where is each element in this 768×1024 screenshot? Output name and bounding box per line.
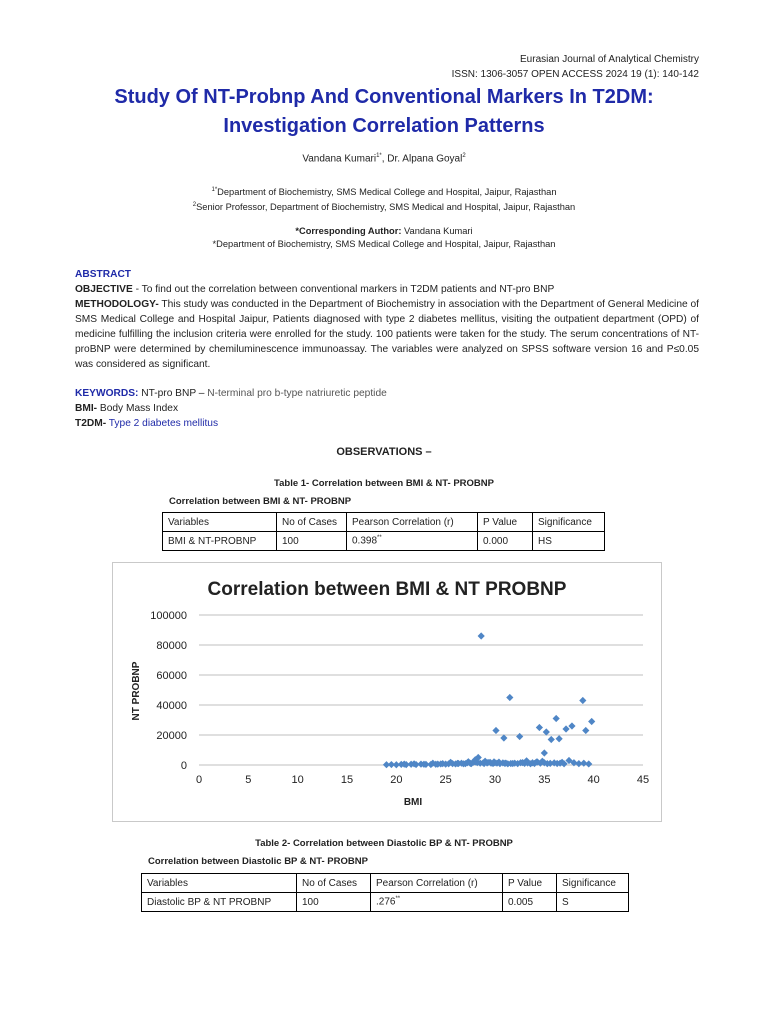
keyword-2 [75,401,699,416]
methodology-text: This study was conducted in the Department of Biochemistry in association with the Department of General Medicine of SMS Medical College and Hospital Jaipur, Patients diagnosed with type 2 diabetes mellitus, visiting the outpatient department (OPD) of medicine fulfilling the inclusion criteria were enrolled for the study. 100 patients were taken for the study. The serum concentrations of NT-proBNP were determined by chemiluminescence immunoassay. The variables were analyzed on SPSS software version 16 and P≤0.05 was considered as significant. [75,299,699,370]
corresponding-dept: *Department of Biochemistry, SMS Medical College and Hospital, Jaipur, Rajasthan [212,239,556,249]
x-tick-label: 10 [291,774,304,786]
y-tick-label: 60000 [156,670,187,682]
table-row [142,893,629,912]
table-cell: BMI & NT-PROBNP [163,532,277,551]
keyword-2-term: BMI- [75,403,98,414]
table-cell: 100 [277,532,347,551]
abstract-heading: ABSTRACT [75,269,132,280]
scatter-chart [112,562,662,822]
author-2-sup: 2 [462,153,466,159]
x-tick-label: 15 [340,774,354,786]
y-tick-label: 100000 [150,610,187,622]
data-point [556,735,563,742]
keyword-1 [75,386,699,401]
table-1-header: Significance [533,513,605,532]
x-tick-label: 25 [439,774,452,786]
table-2-subcaption: Correlation between Diastolic BP & NT- PROBNP [148,856,368,867]
pearson-sup: ** [377,535,382,542]
data-point [536,724,543,731]
x-tick-label: 45 [636,774,650,786]
objective-label: OBJECTIVE [75,284,133,295]
data-point [541,749,548,756]
table-2-caption: Table 2- Correlation between Diastolic BP & NT- PROBNP [255,838,513,849]
table-2-header-row [142,874,629,893]
table-row [163,532,605,551]
keywords [75,386,699,431]
chart-grid [199,615,643,765]
keyword-3 [75,416,699,431]
table-2-header: Variables [142,874,297,893]
affiliation-2 [0,199,768,214]
data-point [478,632,485,639]
data-point [548,736,555,743]
table-cell [371,893,503,912]
affiliation-1-sup: 1* [211,187,218,193]
table-1 [162,512,605,551]
journal-header [452,52,699,82]
table-cell: S [557,893,629,912]
table-1-header-row [163,513,605,532]
data-point [579,697,586,704]
data-point [553,715,560,722]
affiliation-1-text: Department of Biochemistry, SMS Medical College and Hospital, Jaipur, Rajasthan [217,187,557,198]
table-cell [347,532,478,551]
x-tick-label: 0 [195,774,203,786]
table-1-header: P Value [478,513,533,532]
y-tick-label: 40000 [156,700,187,712]
table-1-subcaption: Correlation between BMI & NT- PROBNP [169,496,352,507]
keyword-2-def: Body Mass Index [97,403,179,414]
title-line-1: Study Of NT-Probnp And Conventional Markers In T2DM: [114,86,654,108]
data-point [516,733,523,740]
pearson-sup: ** [395,896,401,903]
x-tick-label: 5 [245,774,252,786]
chart-title: Correlation between BMI & NT PROBNP [207,579,567,600]
keywords-label: KEYWORDS: [75,388,139,399]
y-tick-label: 80000 [156,640,187,652]
keyword-3-def: Type 2 diabetes mellitus [106,418,219,429]
keyword-1-def: N-terminal pro b-type natriuretic peptide [207,388,387,399]
data-point [588,718,595,725]
data-point [568,722,575,729]
table-1-header: Variables [163,513,277,532]
author-1-sup: 1* [376,153,382,159]
y-axis-ticks [150,610,187,772]
keyword-1-term: NT-pro BNP – [138,388,208,399]
corresponding-line [0,225,768,238]
objective [75,282,699,297]
pearson-value: .276 [376,896,396,908]
data-points [383,632,595,768]
x-tick-label: 30 [488,774,502,786]
y-tick-label: 20000 [156,730,187,742]
table-cell: Diastolic BP & NT PROBNP [142,893,297,912]
data-point [582,727,589,734]
affiliations [0,184,768,214]
authors [0,153,768,164]
table-2-header: Pearson Correlation (r) [371,874,503,893]
table-2-header: No of Cases [297,874,371,893]
data-point [492,727,499,734]
table-cell: HS [533,532,605,551]
y-axis-label: NT PROBNP [131,661,142,721]
corresponding-label: *Corresponding Author: [295,226,402,236]
abstract [75,267,699,372]
table-2-header: P Value [503,874,557,893]
author-1: Vandana Kumari [302,153,377,165]
table-cell: 100 [297,893,371,912]
table-cell: 0.000 [478,532,533,551]
methodology [75,297,699,372]
x-tick-label: 35 [538,774,551,786]
journal-name: Eurasian Journal of Analytical Chemistry [520,54,699,65]
x-axis-ticks [196,774,649,786]
corresponding-name: Vandana Kumari [401,226,473,236]
chart-svg [113,563,661,821]
objective-text: - To find out the correlation between conventional markers in T2DM patients and NT-pro BNP [132,284,555,295]
journal-issn: ISSN: 1306-3057 OPEN ACCESS 2024 19 (1): 140-142 [451,69,699,80]
table-2 [141,873,629,912]
title-line-2: Investigation Correlation Patterns [223,115,545,137]
data-point [562,725,569,732]
observations-heading: OBSERVATIONS – [336,446,432,458]
x-axis-label: BMI [403,797,423,808]
author-separator: , Dr. Alpana Goyal [381,153,463,165]
table-1-header: No of Cases [277,513,347,532]
keyword-3-term: T2DM- [75,418,107,429]
affiliation-1 [0,184,768,199]
data-point [506,694,513,701]
corresponding-author [0,225,768,251]
table-1-header: Pearson Correlation (r) [347,513,478,532]
pearson-value: 0.398 [352,535,378,547]
affiliation-2-text: Senior Professor, Department of Biochemistry, SMS Medical and Hospital, Jaipur, Rajasthan [196,202,576,213]
y-tick-label: 0 [180,760,187,772]
affiliation-2-sup: 2 [192,202,197,209]
x-tick-label: 40 [587,774,600,786]
paper-title [0,83,768,141]
table-2-header: Significance [557,874,629,893]
x-tick-label: 20 [390,774,403,786]
table-1-caption: Table 1- Correlation between BMI & NT- PROBNP [274,478,494,489]
table-cell: 0.005 [503,893,557,912]
data-point [585,760,592,767]
methodology-label: METHODOLOGY- [75,299,159,310]
